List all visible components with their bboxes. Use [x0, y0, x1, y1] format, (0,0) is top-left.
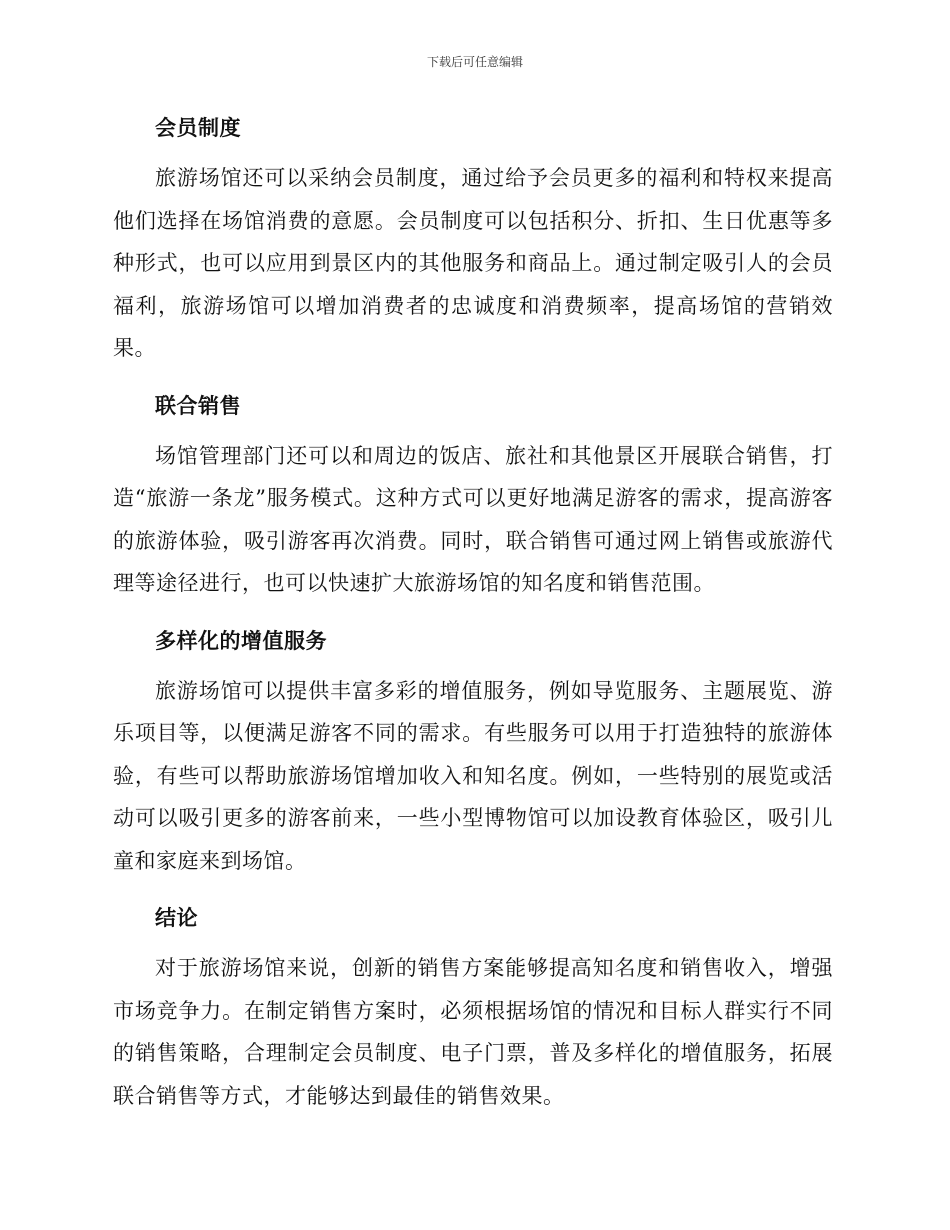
section-paragraph-conclusion: 对于旅游场馆来说，创新的销售方案能够提高知名度和销售收入，增强市场竞争力。在制定销售方案时，必须根据场馆的情况和目标人群实行不同的销售策略，合理制定会员制度、电子门票，普及多样化的增值服务，拓展联合销售等方式，才能够达到最佳的销售效果。: [113, 956, 833, 1108]
section-paragraph-membership: 旅游场馆还可以采纳会员制度，通过给予会员更多的福利和特权来提高他们选择在场馆消费的意愿。会员制度可以包括积分、折扣、生日优惠等多种形式，也可以应用到景区内的其他服务和商品上。通过制定吸引人的会员福利，旅游场馆可以增加消费者的忠诚度和消费频率，提高场馆的营销效果。: [113, 166, 833, 360]
section-heading-membership: 会员制度: [155, 116, 241, 140]
section-heading-joint-sales: 联合销售: [155, 393, 241, 418]
section-heading-conclusion: 结论: [155, 906, 198, 930]
section-paragraph-value-added-services: 旅游场馆可以提供丰富多彩的增值服务，例如导览服务、主题展览、游乐项目等，以便满足游客不同的需求。有些服务可以用于打造独特的旅游体验，有些可以帮助旅游场馆增加收入和知名度。例如，一些特别的展览或活动可以吸引更多的游客前来，一些小型博物馆可以加设教育体验区，吸引儿童和家庭来到场馆。: [113, 678, 833, 873]
document-body: [113, 108, 833, 1133]
page-header-note: 下载后可任意编辑: [426, 55, 523, 69]
section-paragraph-joint-sales: 场馆管理部门还可以和周边的饭店、旅社和其他景区开展联合销售，打造“旅游一条龙”服务模式。这种方式可以更好地满足游客的需求，提高游客的旅游体验，吸引游客再次消费。同时，联合销售可通过网上销售或旅游代理等途径进行，也可以快速扩大旅游场馆的知名度和销售范围。: [113, 443, 833, 595]
section-heading-value-added-services: 多样化的增值服务: [155, 628, 327, 653]
